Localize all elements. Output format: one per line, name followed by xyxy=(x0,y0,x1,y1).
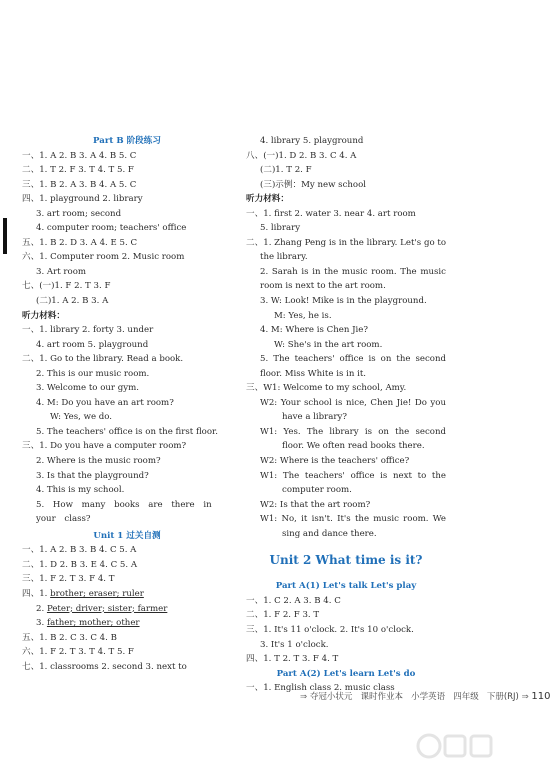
answer-line: 三、1. Do you have a computer room? xyxy=(22,441,187,452)
right-column xyxy=(246,134,446,696)
answer-line xyxy=(22,616,232,631)
answer-line: 3. Welcome to our gym. xyxy=(36,383,139,394)
answer-line: 一、1. A 2. B 3. A 4. B 5. C xyxy=(22,150,137,161)
brand-name: 夺冠小状元 xyxy=(309,692,353,702)
page-footer xyxy=(300,690,551,702)
answer-number: 2. xyxy=(36,603,47,614)
part-a1-title: Part A(1) Let's talk Let's play xyxy=(275,581,417,592)
answer-line: 5. The teachers' office is on the first floor. xyxy=(36,426,218,437)
answer-line: 4. M: Do you have an art room? xyxy=(36,397,174,408)
underlined-answer: father; mother; other xyxy=(46,618,140,629)
answer-line: 一、1. C 2. A 3. B 4. C xyxy=(246,595,341,606)
answer-line: 八、(一)1. D 2. B 3. C 4. A xyxy=(246,150,357,161)
underlined-answer: brother; eraser; ruler xyxy=(50,588,144,599)
answer-line: 二、1. F 2. F 3. T xyxy=(246,610,320,621)
page-number: 110 xyxy=(531,691,551,702)
answer-line: 4. computer room; teachers' office xyxy=(36,223,187,234)
answer-line: 5. How many books are there in your class? xyxy=(36,499,212,525)
section-title-part-b: Part B 阶段练习 xyxy=(93,136,161,146)
answer-line: 三、1. B 2. A 3. B 4. A 5. C xyxy=(22,179,137,190)
answer-line: 三、1. F 2. T 3. F 4. T xyxy=(22,574,115,585)
answer-line: 2. This is our music room. xyxy=(36,368,150,379)
part-a2-title: Part A(2) Let's learn Let's do xyxy=(276,668,416,679)
answer-line: 4. library 5. playground xyxy=(260,136,364,146)
answer-line: W: Yes, we do. xyxy=(50,412,113,423)
answer-number: 3. xyxy=(36,618,47,629)
answer-line: 四、1. T 2. T 3. F 4. T xyxy=(246,654,339,665)
answer-line: (三)示例：My new school xyxy=(260,179,367,190)
answer-line: 一、1. English class 2. music class xyxy=(246,683,395,694)
answer-line: 2. Sarah is in the music room. The music room is next to the art room. xyxy=(260,266,446,292)
answer-line: 六、1. Computer room 2. Music room xyxy=(22,252,185,263)
answer-line: 二、1. Go to the library. Read a book. xyxy=(22,354,184,365)
answer-line: 六、1. F 2. T 3. T 4. T 5. F xyxy=(22,647,134,658)
answer-line: 二、1. D 2. B 3. E 4. C 5. A xyxy=(22,559,138,570)
unit-2-title: Unit 2 What time is it? xyxy=(269,553,423,568)
unit-test-title: Unit 1 过关自测 xyxy=(93,530,161,541)
answer-line: 3. art room; second xyxy=(36,208,122,219)
answer-number: 四、1. xyxy=(22,588,51,599)
answer-line: W2: Is that the art room? xyxy=(260,499,371,510)
watermark-logo xyxy=(415,728,495,768)
listening-heading: 听力材料： xyxy=(246,194,289,205)
answer-line: W1: No, it isn't. It's the music room. We sing and dance there. xyxy=(260,514,446,539)
arrow-right-icon: ⇒ xyxy=(521,692,529,702)
answer-line: 五、1. B 2. D 3. A 4. E 5. C xyxy=(22,237,138,248)
listening-heading: 听力材料： xyxy=(22,310,65,321)
answer-line: 4. This is my school. xyxy=(36,485,125,496)
answer-line: 三、W1: Welcome to my school, Amy. xyxy=(246,383,407,394)
answer-line: W1: The teachers' office is next to the computer room. xyxy=(260,470,446,496)
answer-line: 二、1. T 2. F 3. T 4. T 5. F xyxy=(22,165,134,176)
answer-line: W2: Your school is nice, Chen Jie! Do you have a library? xyxy=(260,397,446,423)
answer-line: 4. M: Where is Chen Jie? xyxy=(260,325,368,336)
subject: 小学英语 xyxy=(411,692,446,702)
answer-line: 3. Is that the playground? xyxy=(36,470,149,481)
answer-line: W1: Yes. The library is on the second floor. We often read books there. xyxy=(260,426,446,452)
answer-line: 一、1. library 2. forty 3. under xyxy=(22,325,154,336)
answer-line: (二)1. A 2. B 3. A xyxy=(36,296,109,307)
answer-line: 一、1. first 2. water 3. near 4. art room xyxy=(246,208,416,219)
answer-line: 七、(一)1. F 2. T 3. F xyxy=(22,281,111,292)
underlined-answer: Peter; driver; sister; farmer xyxy=(46,603,168,614)
answer-line: M: Yes, he is. xyxy=(274,310,332,321)
answer-line xyxy=(22,587,232,602)
answer-line: 四、1. playground 2. library xyxy=(22,194,143,205)
grade: 四年级 xyxy=(453,692,479,702)
answer-line: 2. Where is the music room? xyxy=(36,456,161,467)
answer-line: 三、1. It's 11 o'clock. 2. It's 10 o'clock. xyxy=(246,624,414,635)
book-name: 课时作业本 xyxy=(360,692,403,702)
answer-line: 一、1. A 2. B 3. B 4. C 5. A xyxy=(22,545,137,556)
arrow-right-icon: ⇒ xyxy=(300,692,308,702)
answer-line: 3. Art room xyxy=(36,266,87,277)
margin-mark xyxy=(3,218,7,254)
answer-line: 二、1. Zhang Peng is in the library. Let's go to the library. xyxy=(246,237,446,263)
answer-line: 3. W: Look! Mike is in the playground. xyxy=(260,296,427,307)
answer-line: 5. library xyxy=(260,223,301,234)
term: 下册(RJ) xyxy=(486,692,519,702)
answer-line: 5. The teachers' office is on the second floor. Miss White is in it. xyxy=(260,354,446,379)
answer-line xyxy=(22,602,232,617)
answer-line: W2: Where is the teachers' office? xyxy=(260,456,410,467)
left-column xyxy=(22,134,232,674)
answer-line: W: She's in the art room. xyxy=(274,339,383,350)
answer-line: (二)1. T 2. F xyxy=(260,165,312,176)
answer-line: 4. art room 5. playground xyxy=(36,339,149,350)
answer-line: 五、1. B 2. C 3. C 4. B xyxy=(22,632,117,643)
answer-line: 七、1. classrooms 2. second 3. next to xyxy=(22,661,187,672)
answer-line: 3. It's 1 o'clock. xyxy=(260,639,329,650)
